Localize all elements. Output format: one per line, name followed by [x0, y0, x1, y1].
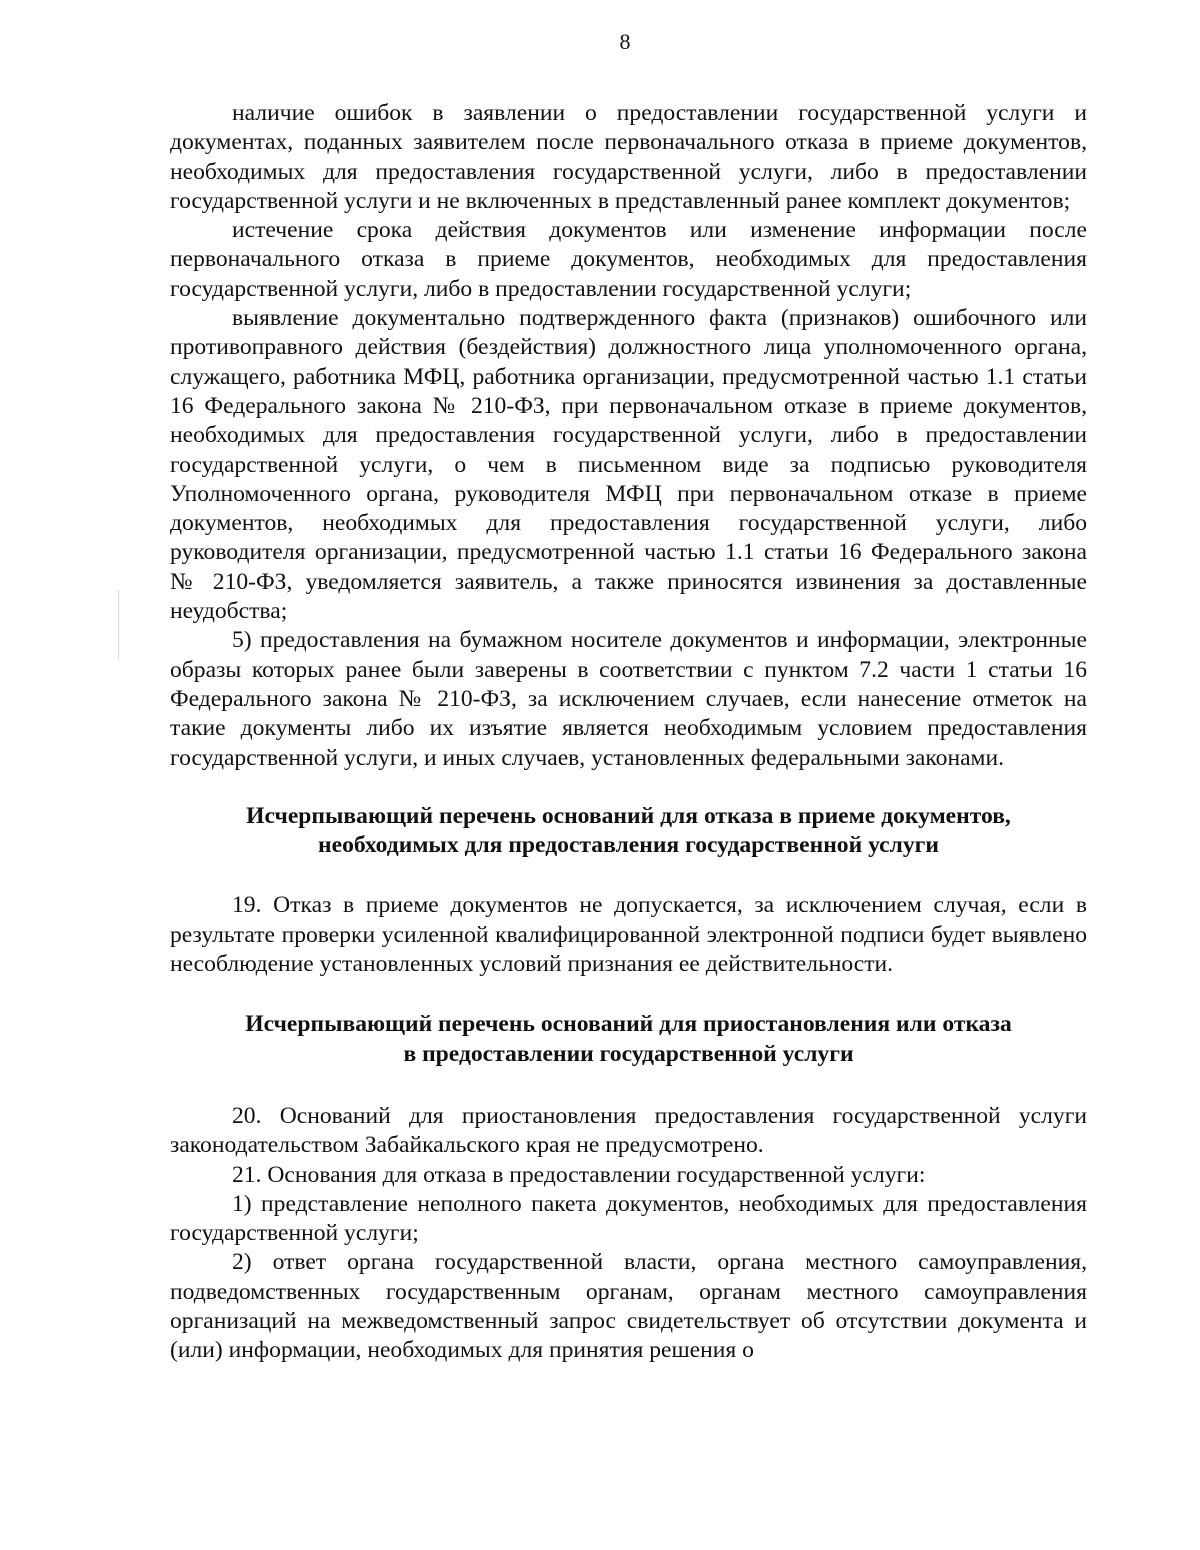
paragraph-20: 20. Оснований для приостановления предоставления государственной услуги законодательством Забайкальского края не предусмотрено. — [170, 1102, 1087, 1159]
paragraph-21-item-2: 2) ответ органа государственной власти, органа местного самоуправления, подведомственных государственным органам, органам местного самоуправления организаций на межведомственный запрос свидетельствует об отсутствии документа и (или) информации, необходимых для принятия решения о — [170, 1249, 1087, 1364]
section-heading-line: в предоставлении государственной услуги — [403, 1040, 854, 1067]
scan-margin-mark — [118, 590, 119, 660]
document-body — [170, 99, 1087, 1366]
page-number: 8 — [619, 29, 631, 54]
section-heading-refusal-documents — [170, 802, 1087, 861]
paragraph-official-error: выявление документально подтвержденного факта (признаков) ошибочного или противоправного действия (бездействия) должностного лица уполномоченного органа, служащего, работника МФЦ, работника организации, предусмотренной частью 1.1 статьи 16 Федерального закона № 210-ФЗ, при первоначальном отказе в приеме документов, необходимых для предоставления государственной услуги, либо в предоставлении государственной услуги, о чем в письменном виде за подписью руководителя Уполномоченного органа, руководителя МФЦ при первоначальном отказе в приеме документов, необходимых для предоставления государственной услуги, либо руководителя организации, предусмотренной частью 1.1 статьи 16 Федерального закона № 210-ФЗ, уведомляется заявитель, а также приносятся извинения за доставленные неудобства; — [170, 305, 1087, 625]
section-heading-line: Исчерпывающий перечень оснований для приостановления или отказа — [245, 1011, 1012, 1038]
paragraph-document-expiry: истечение срока действия документов или изменение информации после первоначального отказа в приеме документов, необходимых для предоставления государственной услуги, либо в предоставлении государственной услуги; — [170, 217, 1087, 302]
section-heading-line: необходимых для предоставления государственной услуги — [318, 832, 939, 859]
paragraph-21-item-1: 1) представление неполного пакета документов, необходимых для предоставления государственной услуги; — [170, 1190, 1087, 1247]
paragraph-item-5: 5) предоставления на бумажном носителе документов и информации, электронные образы которых ранее были заверены в соответствии с пунктом 7.2 части 1 статьи 16 Федерального закона № 210-ФЗ, за исключением случаев, если нанесение отметок на такие документы либо их изъятие является необходимым условием предоставления государственной услуги, и иных случаев, установленных федеральными законами. — [170, 627, 1087, 771]
paragraph-19: 19. Отказ в приеме документов не допускается, за исключением случая, если в результате проверки усиленной квалифицированной электронной подписи будет выявлено несоблюдение установленных условий признания ее действительности. — [170, 892, 1087, 978]
section-heading-line: Исчерпывающий перечень оснований для отказа в приеме документов, — [246, 802, 1011, 829]
section-heading-suspension-refusal — [170, 1010, 1087, 1069]
paragraph-21: 21. Основания для отказа в предоставлении государственной услуги: — [232, 1161, 926, 1188]
paragraph-document-errors: наличие ошибок в заявлении о предоставлении государственной услуги и документах, поданных заявителем после первоначального отказа в приеме документов, необходимых для предоставления государственной услуги, либо в предоставлении государственной услуги и не включенных в представленный ранее комплект документов; — [170, 100, 1087, 214]
